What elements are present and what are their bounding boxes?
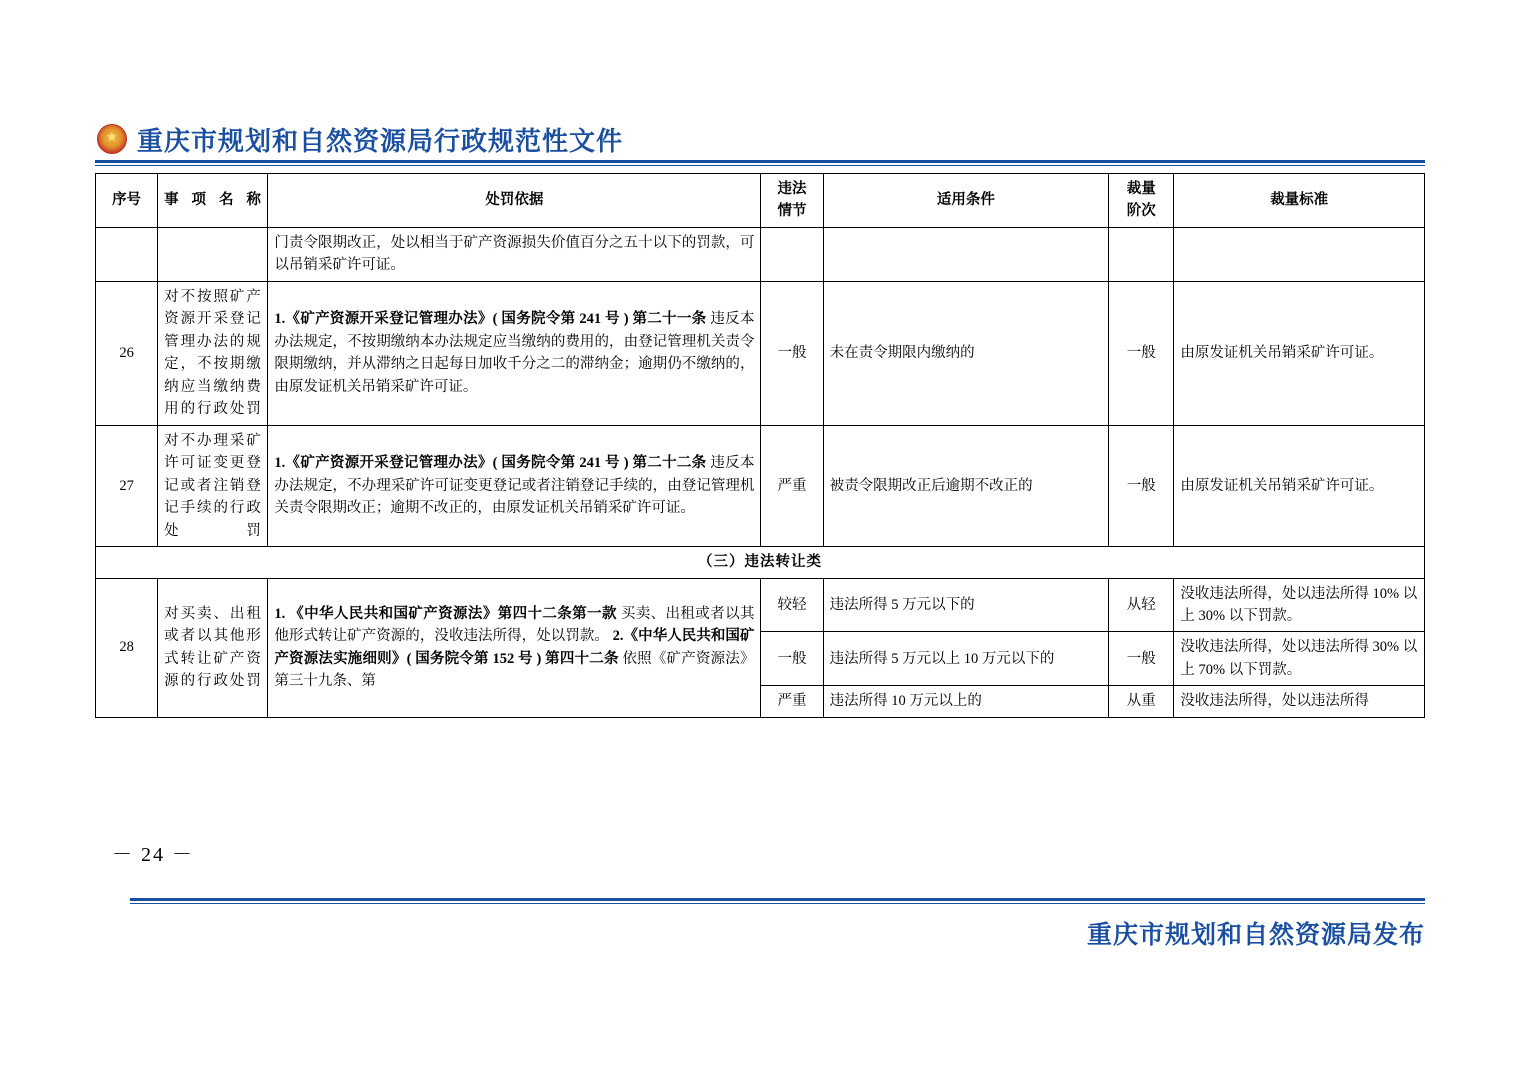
section-title: （三）违法转让类: [96, 547, 1425, 578]
cell-conditions: 被责令限期改正后逾期不改正的: [823, 425, 1109, 546]
cell-basis: [268, 281, 761, 425]
header-divider-thick: [95, 160, 1425, 163]
cell-basis-citation: 1.《矿产资源开采登记管理办法》( 国务院令第 241 号 ) 第二十一条: [274, 311, 707, 328]
cell-level: 一般: [1109, 425, 1174, 546]
cell-seq: 26: [96, 281, 158, 425]
cell-severity: 严重: [761, 686, 823, 717]
national-emblem-icon: ★: [95, 122, 129, 156]
cell-conditions: 违法所得 5 万元以下的: [823, 578, 1109, 632]
cell-item: 对不办理采矿许可证变更登记或者注销登记手续的行政处罚: [158, 425, 268, 546]
cell-severity: 较轻: [761, 578, 823, 632]
column-header-severity-line1: 违法: [777, 181, 807, 197]
cell-conditions: 违法所得 5 万元以上 10 万元以下的: [823, 632, 1109, 686]
cell-severity: 一般: [761, 632, 823, 686]
header-divider-thin: [95, 165, 1425, 166]
column-header-severity: [761, 174, 823, 228]
column-header-level: [1109, 174, 1174, 228]
column-header-conditions: 适用条件: [823, 174, 1109, 228]
cell-item: [158, 227, 268, 281]
column-header-item: 事项名称: [158, 174, 268, 228]
page-number: － 24 －: [112, 844, 194, 866]
cell-item: 对买卖、出租或者以其他形式转让矿产资源的行政处罚: [158, 578, 268, 717]
cell-level: 从重: [1109, 686, 1174, 717]
cell-conditions: 违法所得 10 万元以上的: [823, 686, 1109, 717]
document-header-title: 重庆市规划和自然资源局行政规范性文件: [137, 125, 624, 156]
cell-basis-citation-2: 2.《中华人民共和国矿产资源法实施细则》( 国务院令第 152 号 ) 第四十二条: [274, 628, 755, 667]
cell-seq: 27: [96, 425, 158, 546]
cell-basis: 门责令限期改正，处以相当于矿产资源损失价值百分之五十以下的罚款，可以吊销采矿许可证。: [268, 227, 761, 281]
table-section-row: [96, 547, 1425, 578]
column-header-seq: 序号: [96, 174, 158, 228]
cell-severity: [761, 227, 823, 281]
cell-level: 从轻: [1109, 578, 1174, 632]
document-header: [95, 115, 1425, 163]
column-header-level-line2: 阶次: [1126, 203, 1156, 220]
column-header-level-line1: 裁量: [1126, 181, 1156, 197]
cell-basis-text: 违反本办法规定，不按期缴纳本办法规定应当缴纳的费用的，由登记管理机关责令限期缴纳，并从滞纳之日起每日加收千分之二的滞纳金；逾期仍不缴纳的，由原发证机关吊销采矿许可证。: [274, 311, 755, 395]
column-header-standard: 裁量标准: [1174, 174, 1425, 228]
cell-standard: 没收违法所得，处以违法所得: [1174, 686, 1425, 717]
cell-basis-text-1: 买卖、出租或者以其他形式转让矿产资源的，没收违法所得，处以罚款。: [274, 605, 755, 645]
cell-standard: 没收违法所得，处以违法所得 30% 以上 70% 以下罚款。: [1174, 632, 1425, 686]
cell-basis-citation-1: 1. 《中华人民共和国矿产资源法》第四十二条第一款: [274, 605, 617, 622]
cell-standard: 没收违法所得，处以违法所得 10% 以上 30% 以下罚款。: [1174, 578, 1425, 632]
cell-seq: 28: [96, 578, 158, 717]
cell-severity: 一般: [761, 281, 823, 425]
cell-level: 一般: [1109, 281, 1174, 425]
cell-severity: 严重: [761, 425, 823, 546]
column-header-basis: 处罚依据: [268, 174, 761, 228]
table-header-row: [96, 174, 1425, 228]
footer-issuer: 重庆市规划和自然资源局发布: [1086, 921, 1425, 949]
footer-divider-thick: [130, 898, 1425, 901]
cell-seq: [96, 227, 158, 281]
cell-basis: [268, 425, 761, 546]
table-row: [96, 425, 1425, 546]
cell-standard: [1174, 227, 1425, 281]
footer-divider-thin: [130, 903, 1425, 904]
table-row: [96, 281, 1425, 425]
cell-basis-text-2: 依照《矿产资源法》第三十九条、第: [274, 650, 755, 690]
cell-standard: 由原发证机关吊销采矿许可证。: [1174, 281, 1425, 425]
cell-level: [1109, 227, 1174, 281]
cell-standard: 由原发证机关吊销采矿许可证。: [1174, 425, 1425, 546]
cell-conditions: 未在责令期限内缴纳的: [823, 281, 1109, 425]
cell-conditions: [823, 227, 1109, 281]
table-row: [96, 578, 1425, 632]
discretion-standards-table: [95, 173, 1425, 718]
cell-basis-citation: 1.《矿产资源开采登记管理办法》( 国务院令第 241 号 ) 第二十二条: [274, 455, 707, 472]
cell-item: 对不按照矿产资源开采登记管理办法的规定，不按期缴纳应当缴纳费用的行政处罚: [158, 281, 268, 425]
column-header-severity-line2: 情节: [777, 203, 807, 220]
table-row: [96, 227, 1425, 281]
cell-level: 一般: [1109, 632, 1174, 686]
cell-basis: [268, 578, 761, 717]
cell-basis-text: 违反本办法规定，不办理采矿许可证变更登记或者注销登记手续的，由登记管理机关责令限期改正；逾期不改正的，由原发证机关吊销采矿许可证。: [274, 455, 755, 517]
